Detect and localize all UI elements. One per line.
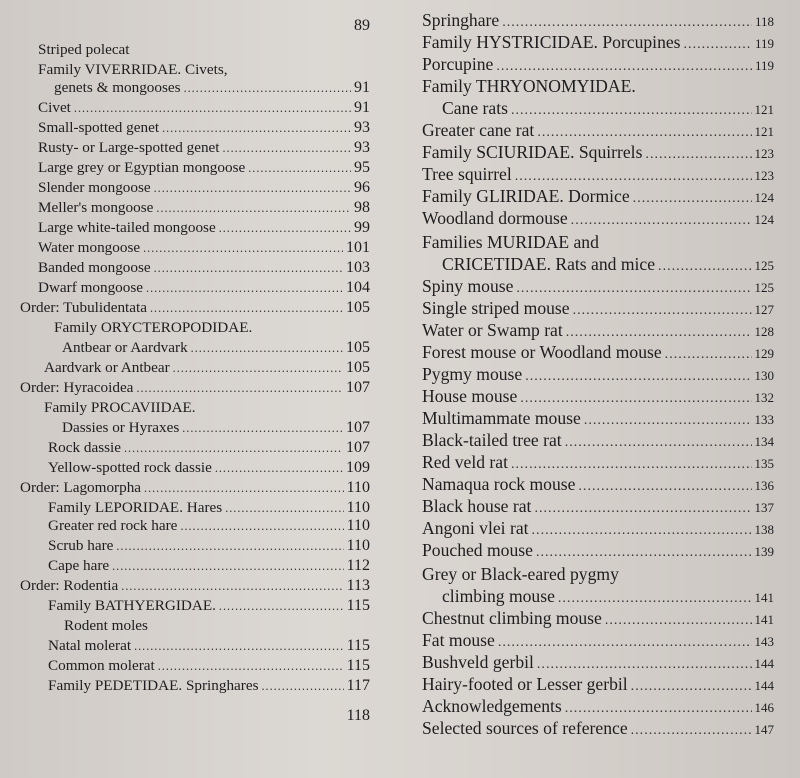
toc-entry <box>422 720 774 738</box>
toc-page-number: 99 <box>354 219 370 236</box>
toc-entry-title: Family ORYCTEROPODIDAE. <box>54 319 253 336</box>
dot-leader <box>146 282 343 294</box>
toc-page-number: 115 <box>346 637 370 654</box>
toc-page-number: 141 <box>754 590 774 605</box>
dot-leader <box>571 213 752 227</box>
dot-leader <box>658 259 751 273</box>
toc-page-number: 107 <box>346 439 370 456</box>
toc-entry-title: Families MURIDAE and <box>422 232 599 252</box>
toc-entry <box>20 300 370 316</box>
toc-entry <box>48 658 370 674</box>
toc-entry-title: Hairy-footed or Lesser gerbil <box>422 674 628 694</box>
toc-page-number: 144 <box>754 678 774 693</box>
toc-page-number: 136 <box>754 478 774 493</box>
toc-page-number: 107 <box>346 419 370 436</box>
dot-leader <box>143 242 343 254</box>
toc-page-number: 129 <box>754 346 774 361</box>
toc-entry-title: Namaqua rock mouse <box>422 474 576 494</box>
toc-entry-title: Dassies or Hyraxes <box>62 419 180 436</box>
toc-entry <box>422 210 774 228</box>
toc-page-number: 133 <box>754 412 774 427</box>
toc-page-number: 123 <box>754 168 774 183</box>
toc-page-number: 110 <box>346 517 370 534</box>
dot-leader <box>215 462 343 474</box>
toc-entry <box>44 360 370 376</box>
toc-page-number: 95 <box>354 159 370 176</box>
toc-page-number: 112 <box>346 557 370 574</box>
toc-page-number: 118 <box>754 14 774 29</box>
dot-leader <box>225 502 343 514</box>
toc-entry-title: Slender mongoose <box>38 179 151 196</box>
dot-leader <box>511 457 752 471</box>
dot-leader <box>645 147 751 161</box>
toc-entry <box>20 578 370 594</box>
dot-leader <box>150 302 343 314</box>
toc-entry <box>38 180 370 196</box>
toc-entry <box>422 166 774 184</box>
toc-page-number: 89 <box>354 17 370 34</box>
toc-entry-title: Multimammate mouse <box>422 408 581 428</box>
toc-page-number: 137 <box>754 500 774 515</box>
dot-leader <box>116 540 343 552</box>
toc-page-number: 104 <box>346 279 370 296</box>
toc-entry-title: Family HYSTRICIDAE. Porcupines <box>422 32 681 52</box>
toc-entry-title: Family SCIURIDAE. Squirrels <box>422 142 643 162</box>
toc-entry-title: Selected sources of reference <box>422 718 628 738</box>
dot-leader <box>156 202 351 214</box>
toc-entry <box>422 12 774 30</box>
toc-entry-title: Greater red rock hare <box>48 517 178 534</box>
toc-page-number: 119 <box>754 36 774 51</box>
dot-leader <box>502 15 752 29</box>
toc-page-number: 135 <box>754 456 774 471</box>
dot-leader <box>631 679 752 693</box>
toc-entry <box>62 340 370 356</box>
dot-leader <box>180 520 343 532</box>
toc-page-number: 96 <box>354 179 370 196</box>
toc-entry <box>48 518 370 534</box>
toc-entry-title: Angoni vlei rat <box>422 518 529 538</box>
toc-entry <box>422 542 774 560</box>
toc-entry <box>422 654 774 672</box>
toc-page-number: 115 <box>346 657 370 674</box>
toc-page-number: 93 <box>354 139 370 156</box>
toc-entry <box>422 432 774 450</box>
toc-entry-title: Family BATHYERGIDAE. <box>48 597 216 614</box>
toc-page-number: 105 <box>346 359 370 376</box>
toc-entry <box>48 440 370 456</box>
toc-page-number: 138 <box>754 522 774 537</box>
toc-entry <box>38 280 370 296</box>
toc-entry <box>44 400 370 415</box>
toc-entry <box>20 480 370 496</box>
dot-leader <box>74 102 351 114</box>
toc-entry-title: Small-spotted genet <box>38 119 160 136</box>
toc-page-number: 107 <box>346 379 370 396</box>
toc-page-number: 110 <box>346 479 370 496</box>
toc-page-number: 124 <box>754 212 774 227</box>
toc-entry-title: Bushveld gerbil <box>422 652 534 672</box>
dot-leader <box>532 523 752 537</box>
toc-entry <box>422 632 774 650</box>
toc-entry-title: Single striped mouse <box>422 298 570 318</box>
dot-leader <box>219 600 344 612</box>
toc-entry <box>20 380 370 396</box>
toc-entry <box>422 34 774 52</box>
toc-page-number: 119 <box>754 58 774 73</box>
toc-entry-title: Rodent moles <box>64 617 148 634</box>
dot-leader <box>511 103 752 117</box>
toc-entry-title: Porcupine <box>422 54 494 74</box>
dot-leader <box>520 391 751 405</box>
toc-page-number: 123 <box>754 146 774 161</box>
toc-entry-title: Acknowledgements <box>422 696 562 716</box>
dot-leader <box>573 303 752 317</box>
toc-entry <box>48 598 370 614</box>
toc-entry-title: House mouse <box>422 386 518 406</box>
toc-page-number: 105 <box>346 299 370 316</box>
toc-page-number: 141 <box>754 612 774 627</box>
toc-entry-title: Large white-tailed mongoose <box>38 219 216 236</box>
toc-page-number: 110 <box>346 499 370 516</box>
toc-entry <box>48 460 370 476</box>
toc-entry <box>422 520 774 538</box>
dot-leader <box>223 142 351 154</box>
toc-entry <box>38 200 370 216</box>
toc-page-number: 127 <box>754 302 774 317</box>
dot-leader <box>248 162 351 174</box>
toc-page-number: 101 <box>346 239 370 256</box>
toc-entry <box>62 420 370 436</box>
dot-leader <box>515 169 752 183</box>
toc-page-number: 125 <box>754 280 774 295</box>
toc-entry-title: Order: Tubulidentata <box>20 299 147 316</box>
toc-entry-title: Yellow-spotted rock dassie <box>48 459 212 476</box>
toc-page-number: 144 <box>754 656 774 671</box>
dot-leader <box>154 262 343 274</box>
toc-entry-title: Spiny mouse <box>422 276 514 296</box>
toc-entry <box>422 410 774 428</box>
toc-entry <box>422 322 774 340</box>
toc-entry-title: Woodland dormouse <box>422 208 568 228</box>
toc-page-number: 109 <box>346 459 370 476</box>
dot-leader <box>191 342 343 354</box>
dot-leader <box>525 369 751 383</box>
toc-entry-title: Pouched mouse <box>422 540 533 560</box>
toc-entry-title: Red veld rat <box>422 452 508 472</box>
toc-entry-title: Tree squirrel <box>422 164 512 184</box>
toc-entry-title: Meller's mongoose <box>38 199 154 216</box>
dot-leader <box>162 122 351 134</box>
dot-leader <box>136 382 343 394</box>
toc-entry <box>20 18 370 34</box>
toc-entry-title: Greater cane rat <box>422 120 535 140</box>
toc-entry-title: Striped polecat <box>38 41 130 58</box>
dot-leader <box>182 422 343 434</box>
toc-entry <box>54 80 370 96</box>
toc-entry <box>422 610 774 628</box>
toc-entry <box>422 698 774 716</box>
toc-entry <box>422 300 774 318</box>
toc-page-number: 118 <box>346 707 370 724</box>
toc-entry-title: Water mongoose <box>38 239 141 256</box>
toc-entry <box>422 144 774 162</box>
toc-entry <box>48 538 370 554</box>
toc-entry-title: Natal molerat <box>48 637 132 654</box>
toc-entry <box>20 708 370 724</box>
toc-entry-title: Family VIVERRIDAE. Civets, <box>38 61 228 78</box>
toc-entry-title: CRICETIDAE. Rats and mice <box>442 254 656 274</box>
toc-entry <box>54 320 370 335</box>
toc-entry-title: Chestnut climbing mouse <box>422 608 602 628</box>
toc-entry <box>422 366 774 384</box>
dot-leader <box>684 37 752 51</box>
toc-entry <box>422 476 774 494</box>
toc-entry-title: Common molerat <box>48 657 155 674</box>
toc-page-number: 124 <box>754 190 774 205</box>
dot-leader <box>566 325 752 339</box>
toc-page-number: 146 <box>754 700 774 715</box>
toc-entry <box>422 566 774 584</box>
toc-page-number: 128 <box>754 324 774 339</box>
toc-entry <box>422 234 774 252</box>
dot-leader <box>184 82 351 94</box>
toc-entry-title: Forest mouse or Woodland mouse <box>422 342 662 362</box>
toc-entry <box>442 100 774 118</box>
toc-entry-title: Black-tailed tree rat <box>422 430 562 450</box>
dot-leader <box>121 580 343 592</box>
dot-leader <box>516 281 751 295</box>
dot-leader <box>537 125 751 139</box>
toc-entry-title: genets & mongooses <box>54 79 181 96</box>
toc-page-number: 115 <box>346 597 370 614</box>
toc-page-number: 143 <box>754 634 774 649</box>
toc-entry-title: Civet <box>38 99 71 116</box>
dot-leader <box>565 435 752 449</box>
toc-entry-title: Order: Hyracoidea <box>20 379 134 396</box>
toc-entry <box>48 678 370 694</box>
dot-leader <box>631 723 752 737</box>
toc-entry-title: Family LEPORIDAE. Hares <box>48 499 223 516</box>
toc-entry <box>422 344 774 362</box>
dot-leader <box>578 479 751 493</box>
toc-page-number: 132 <box>754 390 774 405</box>
dot-leader <box>144 482 344 494</box>
toc-entry-title: Family THRYONOMYIDAE. <box>422 76 636 96</box>
toc-entry-title: Antbear or Aardvark <box>62 339 188 356</box>
toc-page-number: 113 <box>346 577 370 594</box>
toc-page-number: 117 <box>346 677 370 694</box>
toc-entry <box>38 120 370 136</box>
toc-entry <box>442 256 774 274</box>
toc-entry <box>422 676 774 694</box>
toc-entry <box>38 140 370 156</box>
toc-entry <box>38 100 370 116</box>
toc-page-number: 91 <box>354 79 370 96</box>
toc-entry <box>38 260 370 276</box>
toc-entry <box>422 388 774 406</box>
dot-leader <box>496 59 752 73</box>
toc-page-number: 91 <box>354 99 370 116</box>
toc-page-number: 139 <box>754 544 774 559</box>
toc-entry-title: Rock dassie <box>48 439 121 456</box>
toc-entry <box>422 56 774 74</box>
toc-entry-title: Fat mouse <box>422 630 495 650</box>
toc-entry <box>422 188 774 206</box>
toc-page-number: 121 <box>754 102 774 117</box>
toc-page-number: 130 <box>754 368 774 383</box>
toc-entry-title: Cane rats <box>442 98 508 118</box>
toc-entry-title: Black house rat <box>422 496 532 516</box>
toc-page-number: 98 <box>354 199 370 216</box>
dot-leader <box>112 560 343 572</box>
toc-entry-title: Pygmy mouse <box>422 364 523 384</box>
toc-entry-title: Aardvark or Antbear <box>44 359 170 376</box>
toc-entry <box>64 618 370 633</box>
dot-leader <box>134 640 344 652</box>
dot-leader <box>665 347 752 361</box>
dot-leader <box>534 501 751 515</box>
toc-entry <box>48 500 370 516</box>
toc-entry-title: Order: Lagomorpha <box>20 479 142 496</box>
dot-leader <box>633 191 752 205</box>
toc-page-number: 110 <box>346 537 370 554</box>
dot-leader <box>498 635 752 649</box>
toc-entry <box>422 454 774 472</box>
dot-leader <box>537 657 752 671</box>
dot-leader <box>262 680 344 692</box>
toc-entry <box>48 638 370 654</box>
toc-page-number: 147 <box>754 722 774 737</box>
dot-leader <box>605 613 752 627</box>
toc-page-number: 105 <box>346 339 370 356</box>
toc-entry <box>422 498 774 516</box>
toc-entry-title: Springhare <box>422 10 500 30</box>
toc-page-number: 125 <box>754 258 774 273</box>
toc-entry <box>38 160 370 176</box>
dot-leader <box>565 701 752 715</box>
dot-leader <box>158 660 344 672</box>
toc-entry-title: Water or Swamp rat <box>422 320 563 340</box>
toc-entry <box>38 220 370 236</box>
dot-leader <box>124 442 343 454</box>
dot-leader <box>173 362 343 374</box>
toc-entry <box>38 240 370 256</box>
toc-entry-title: Grey or Black-eared pygmy <box>422 564 619 584</box>
dot-leader <box>219 222 351 234</box>
toc-entry-title: Family GLIRIDAE. Dormice <box>422 186 630 206</box>
toc-entry <box>48 558 370 574</box>
toc-entry-title: Dwarf mongoose <box>38 279 144 296</box>
toc-page-number: 93 <box>354 119 370 136</box>
toc-entry <box>38 42 370 57</box>
toc-entry <box>442 588 774 606</box>
toc-entry-title: Family PEDETIDAE. Springhares <box>48 677 259 694</box>
toc-entry <box>38 62 370 77</box>
toc-entry-title: Family PROCAVIIDAE. <box>44 399 196 416</box>
toc-page-number: 103 <box>346 259 370 276</box>
toc-entry <box>422 122 774 140</box>
toc-entry-title: Large grey or Egyptian mongoose <box>38 159 246 176</box>
toc-entry <box>422 78 774 96</box>
toc-entry-title: Rusty- or Large-spotted genet <box>38 139 220 156</box>
dot-leader <box>536 545 752 559</box>
toc-page-number: 134 <box>754 434 774 449</box>
dot-leader <box>558 591 752 605</box>
toc-page-number: 121 <box>754 124 774 139</box>
toc-entry-title: Scrub hare <box>48 537 114 554</box>
dot-leader <box>154 182 351 194</box>
toc-entry <box>422 278 774 296</box>
toc-entry-title: Order: Rodentia <box>20 577 119 594</box>
dot-leader <box>584 413 752 427</box>
toc-entry-title: climbing mouse <box>442 586 555 606</box>
toc-entry-title: Banded mongoose <box>38 259 151 276</box>
toc-entry-title: Cape hare <box>48 557 110 574</box>
